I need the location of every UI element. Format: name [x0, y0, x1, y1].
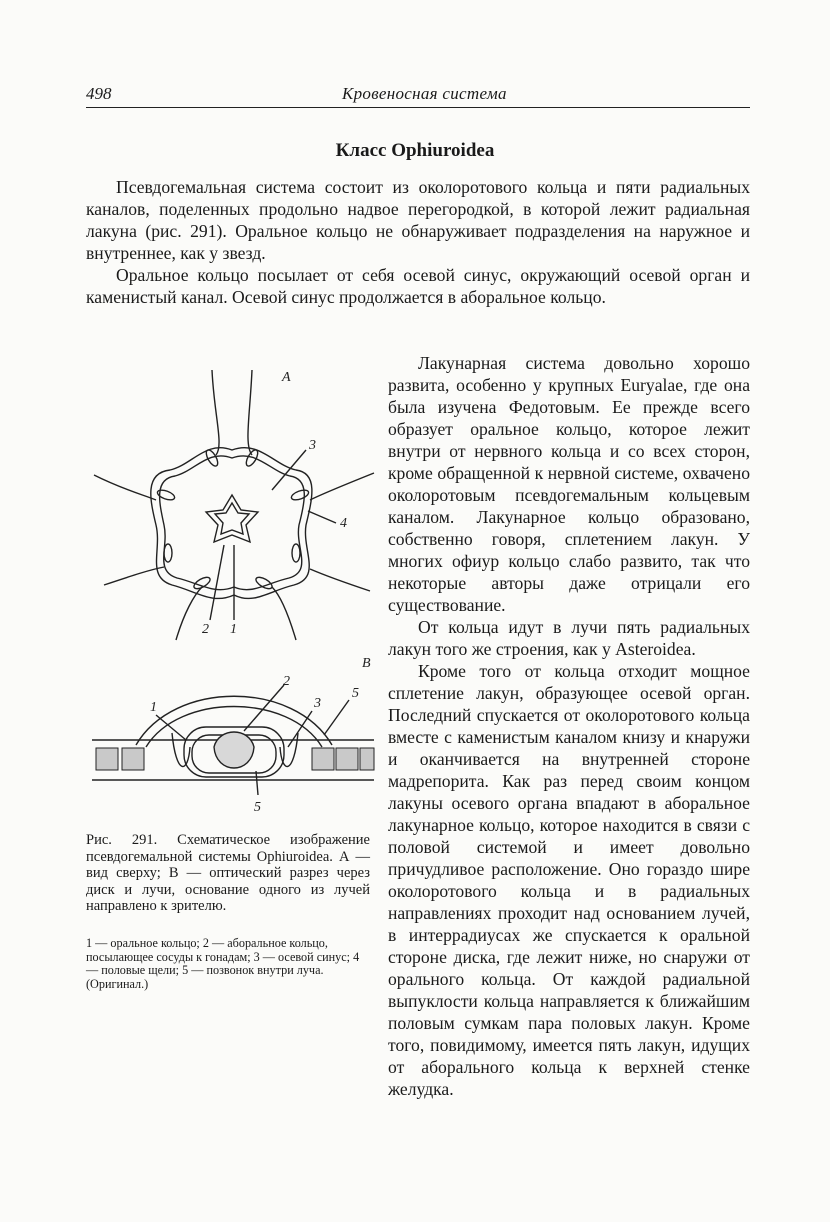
label-b-3: 3 — [314, 696, 321, 711]
section-title: Класс Ophiuroidea — [335, 140, 495, 161]
paragraph-5-start: Кроме того от кольца отходит мощное сплетение лакун, образующее осевой орган. Последний спускается от околоротового кольца вместе с каменистым каналом книзу и кнаружи и оканчивается на внутренней стороне мадрепорита. Как раз перед своим концом лакуны осевого органа впадают в аборальное лакунарное кольцо, которое находится в связи с половой системой и имеет довольно причудливое расположение. Оно гораздо шире околоротового кольца и в радиальных направлениях проходит над основанием лучей, в интеррадиусах же спускается к оральной стороне диска, где лежит ниже, но снаружи от орального кольца. От каждой радиальной выпуклости кольца направляется к ближайшим половым сумкам пара половых лакун. Кроме того, повидимому, имеется пять лакун, идущих от аборального кольца к верхней стенке желудка. — [388, 661, 750, 1099]
label-b-5-right: 5 — [352, 686, 359, 701]
figure-caption: Рис. 291. Схематическое изображение псевдогемальной системы Ophiuroidea. А — вид сверху; В — оптический разрез через диск и лучи, основание одного из лучей направлено к зрителю. — [86, 832, 370, 914]
running-title: Кровеносная система — [342, 84, 507, 103]
header-rule — [86, 107, 750, 108]
panel-a-label: А — [282, 370, 291, 385]
paragraph-1: Псевдогемальная система состоит из околоротового кольца и пяти радиальных каналов, поделенных продольно надвое перегородкой, в которой лежит радиальная лакуна (рис. 291). Оральное кольцо не обнаруживает подразделения на наружное и внутреннее, как у звезд. — [86, 177, 750, 263]
label-b-1: 1 — [150, 700, 157, 715]
figure-291 — [84, 355, 380, 835]
figure-illustration — [84, 355, 380, 835]
panel-b-label: В — [362, 656, 371, 671]
label-a-1: 1 — [230, 622, 237, 637]
figure-legend: 1 — оральное кольцо; 2 — аборальное кольцо, посылающее сосуды к гонадам; 3 — осевой синус; 4 — половые щели; 5 — позвонок внутри луча. (Оригинал.) — [86, 936, 360, 991]
text-column-right — [388, 352, 750, 1099]
label-b-2: 2 — [283, 674, 290, 689]
text-column-top — [86, 176, 750, 308]
paragraph-2: Оральное кольцо посылает от себя осевой синус, окружающий осевой орган и каменистый канал. Осевой синус продолжается в аборальное кольцо. — [86, 265, 750, 307]
label-a-4: 4 — [340, 516, 347, 531]
label-b-5-bottom: 5 — [254, 800, 261, 815]
paragraph-3: Лакунарная система довольно хорошо развита, особенно у крупных Euryalae, где она была изучена Федотовым. Ее прежде всего образует оральное кольцо, которое лежит внутри от нервного кольца и со всех сторон, кроме обращенной к нервной системе, охвачено околоротовым псевдогемальным кольцевым каналом. Лакунарное кольцо образовано, собственно говоря, сплетением лакун. У многих офиур кольцо слабо развито, так что некоторые авторы даже отрицали его существование. — [388, 353, 750, 615]
label-a-2: 2 — [202, 622, 209, 637]
page-number: 498 — [86, 84, 112, 103]
page-header — [86, 84, 750, 106]
paragraph-4: От кольца идут в лучи пять радиальных лакун того же строения, как у Asteroidea. — [388, 617, 750, 659]
label-a-3: 3 — [309, 438, 316, 453]
